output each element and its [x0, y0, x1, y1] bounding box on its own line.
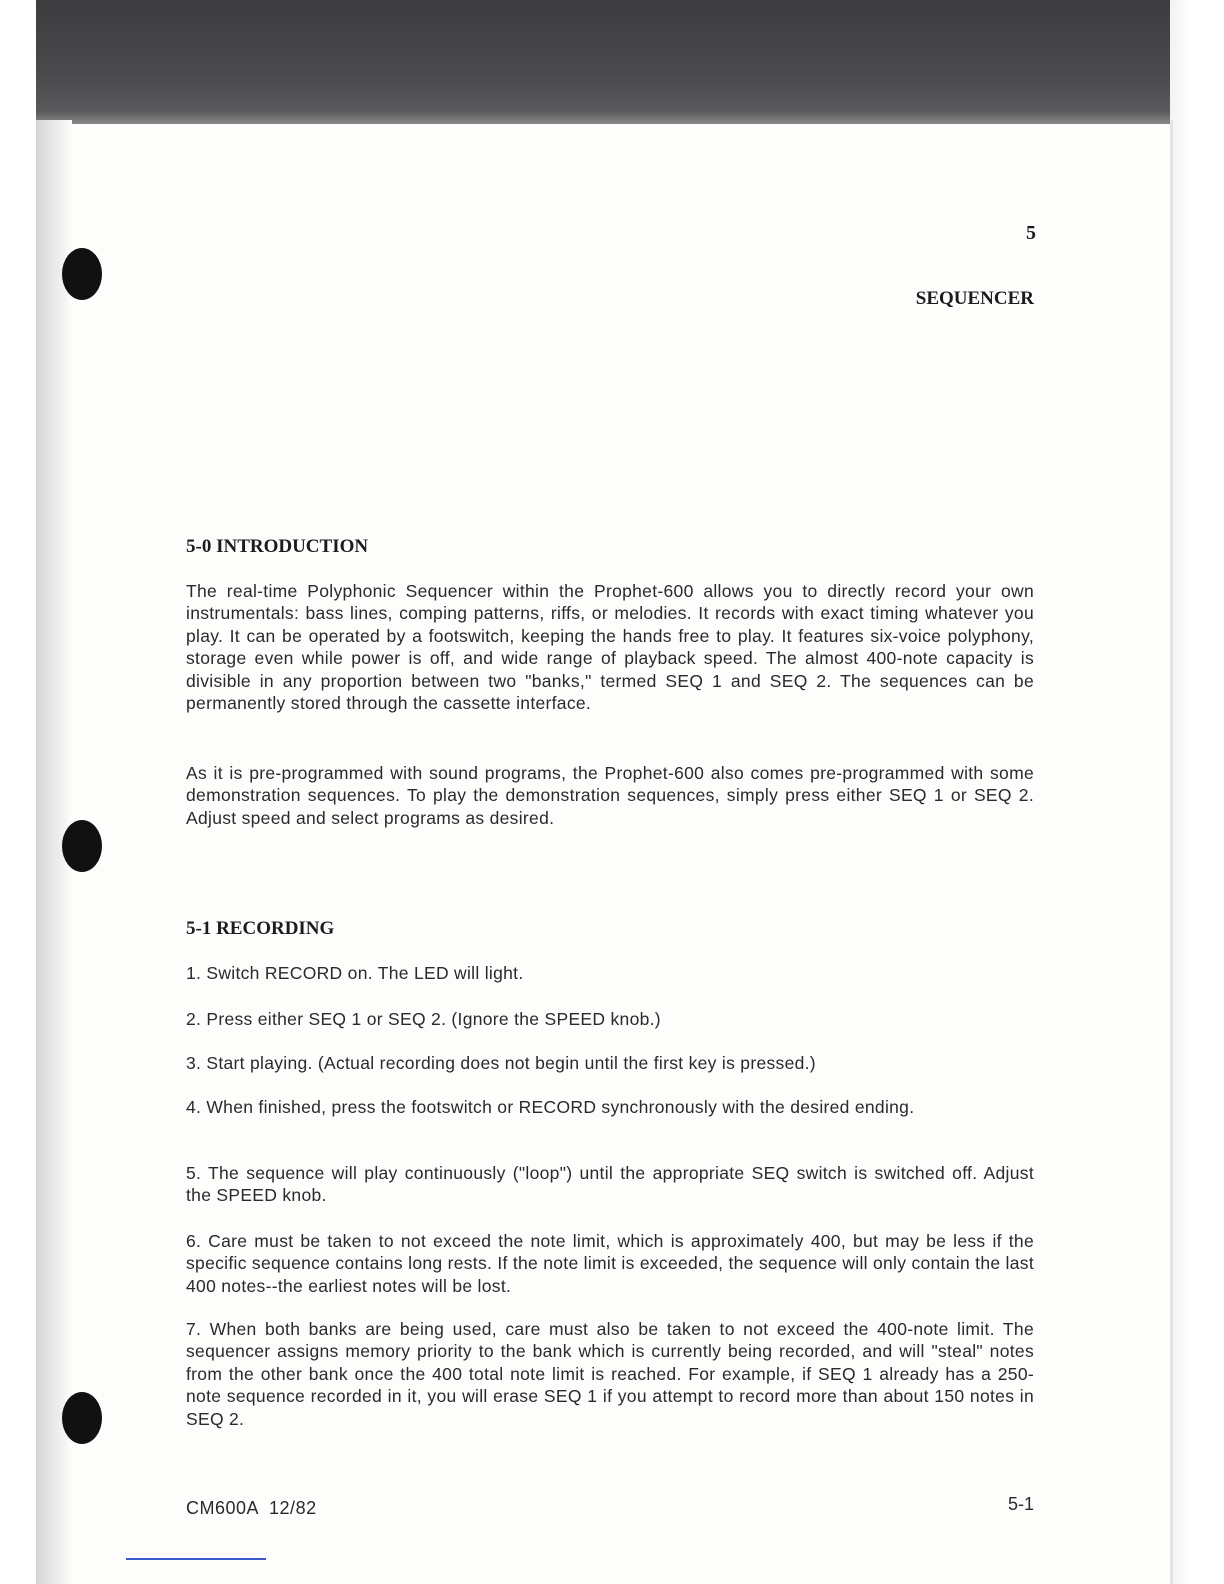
intro-paragraph-1: The real-time Polyphonic Sequencer within the Prophet-600 allows you to directly record your own instrumentals: bass lines, comping patterns, riffs, or melodies. It records with exact timing whatever you play. It can be operated by a footswitch, keeping the hands free to play. It features six-voice polyphony, storage even while power is off, and wide range of playback speed. The almost 400-note capacity is divisible in any proportion between two "banks," termed SEQ 1 and SEQ 2. The sequences can be permanently stored through the cassette interface.: [186, 581, 1034, 714]
binder-hole-middle: [62, 820, 102, 872]
scan-left-margin: [0, 0, 36, 1584]
footer-page-number: 5-1: [1007, 1494, 1034, 1514]
recording-step-2: 2. Press either SEQ 1 or SEQ 2. (Ignore the SPEED knob.): [186, 1009, 661, 1029]
binder-hole-top: [62, 248, 102, 300]
scan-shadow-top: [0, 0, 1224, 124]
chapter-title: SEQUENCER: [915, 288, 1034, 309]
recording-step-3: 3. Start playing. (Actual recording does not begin until the first key is pressed.): [186, 1053, 816, 1073]
chapter-number: 5: [1026, 222, 1036, 244]
binder-hole-bottom: [62, 1392, 102, 1444]
page-edge: [1170, 120, 1173, 1584]
footer-document-code: CM600A 12/82: [186, 1498, 317, 1518]
intro-paragraph-2: As it is pre-programmed with sound programs, the Prophet-600 also comes pre-programmed with some demonstration sequences. To play the demonstration sequences, simply press either SEQ 1 or SEQ 2. Adjust speed and select programs as desired.: [186, 763, 1034, 828]
recording-step-5: 5. The sequence will play continuously ("loop") until the appropriate SEQ switch is switched off. Adjust the SPEED knob.: [186, 1163, 1034, 1206]
recording-step-6: 6. Care must be taken to not exceed the note limit, which is approximately 400, but may be less if the specific sequence contains long rests. If the note limit is exceeded, the sequence will only contain the last 400 notes--the earliest notes will be lost.: [186, 1231, 1034, 1296]
scan-right-margin: [1170, 0, 1224, 1584]
section-heading-introduction: 5-0 INTRODUCTION: [186, 536, 369, 557]
section-heading-recording: 5-1 RECORDING: [186, 918, 335, 939]
recording-step-7: 7. When both banks are being used, care must also be taken to not exceed the 400-note limit. The sequencer assigns memory priority to the bank which is currently being recorded, and will "steal" notes from the other bank once the 400 total note limit is reached. For example, if SEQ 1 already has a 250-note sequence recorded in it, you will erase SEQ 1 if you attempt to record more than about 150 notes in SEQ 2.: [186, 1319, 1034, 1429]
recording-step-1: 1. Switch RECORD on. The LED will light.: [186, 963, 524, 983]
recording-step-4: 4. When finished, press the footswitch or RECORD synchronously with the desired ending.: [186, 1097, 915, 1117]
scan-underline-mark: [126, 1558, 266, 1560]
